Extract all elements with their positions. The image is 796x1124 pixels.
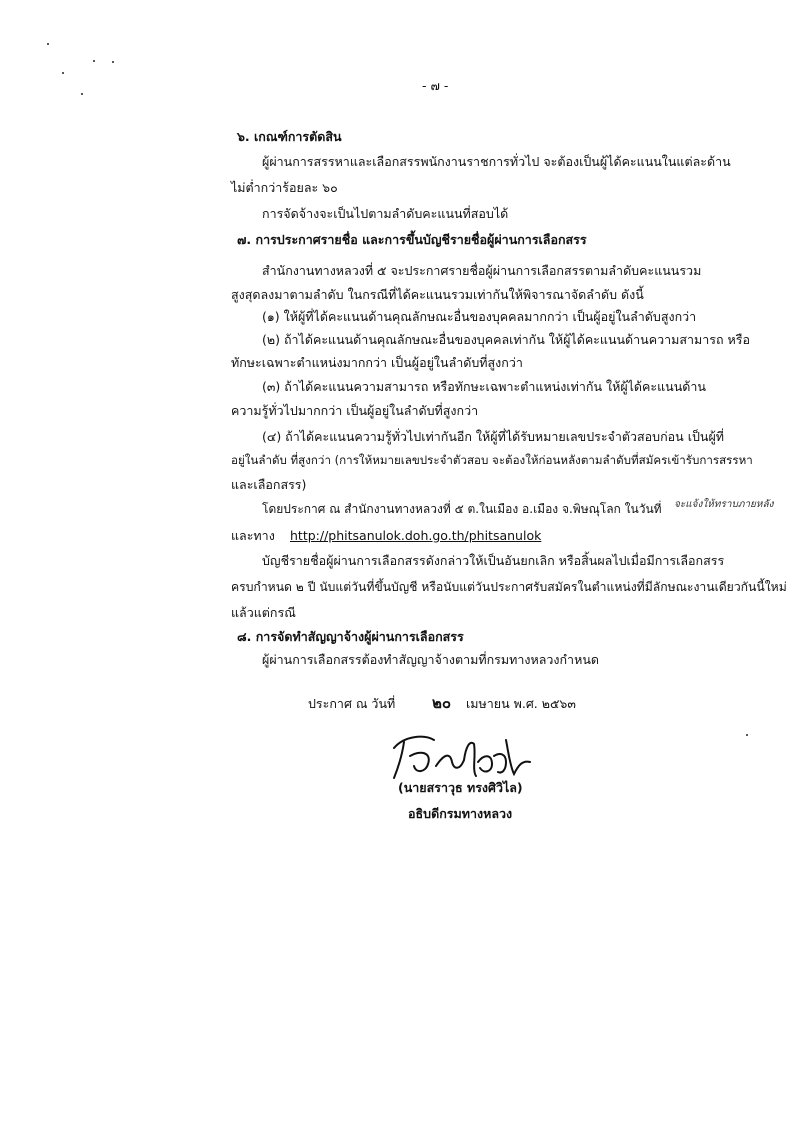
section-7-line: ทักษะเฉพาะตำแหน่งมากกว่า เป็นผู้อยู่ในลำดับที่สูงกว่า xyxy=(231,355,523,370)
announce-prefix: ประกาศ ณ วันที่ xyxy=(308,696,396,711)
announce-day: ๒๐ xyxy=(432,694,452,712)
signature xyxy=(380,726,540,788)
section-7-line: (๔) ถ้าได้คะแนนความรู้ทั่วไปเท่ากันอีก ให้ผู้ที่ได้รับหมายเลขประจำตัวสอบก่อน เป็นผู้ที่ xyxy=(262,429,725,444)
page-number: - ๗ - xyxy=(422,78,449,93)
section-7-line: สำนักงานทางหลวงที่ ๕ จะประกาศรายชื่อผู้ผ่านการเลือกสรรตามลำดับคะแนนรวม xyxy=(262,263,702,278)
website-link[interactable]: http://phitsanulok.doh.go.th/phitsanulok xyxy=(290,528,542,543)
section-7-heading: ๗. การประกาศรายชื่อ และการขึ้นบัญชีรายชื่อผู้ผ่านการเลือกสรร xyxy=(237,232,587,247)
section-7-line: บัญชีรายชื่อผู้ผ่านการเลือกสรรดังกล่าวให้เป็นอันยกเลิก หรือสิ้นผลไปเมื่อมีการเลือกสรร xyxy=(262,553,725,568)
handwritten-insert: จะแจ้งให้ทราบภายหลัง xyxy=(674,499,774,510)
signatory-name: (นายสราวุธ ทรงศิวิไล) xyxy=(398,780,523,795)
section-8-line: ผู้ผ่านการเลือกสรรต้องทำสัญญาจ้างตามที่กรมทางหลวงกำหนด xyxy=(262,652,599,667)
scan-speck xyxy=(62,72,64,74)
section-7-line: โดยประกาศ ณ สำนักงานทางหลวงที่ ๕ ต.ในเมือง อ.เมือง จ.พิษณุโลก ในวันที่ xyxy=(262,502,662,516)
section-7-line: และเลือกสรร) xyxy=(231,477,307,492)
signatory-title: อธิบดีกรมทางหลวง xyxy=(408,806,513,821)
scan-speck xyxy=(47,43,49,45)
section-7-line: สูงสุดลงมาตามลำดับ ในกรณีที่ได้คะแนนรวมเท่ากันให้พิจารณาจัดลำดับ ดังนี้ xyxy=(231,287,644,302)
section-8-heading: ๘. การจัดทำสัญญาจ้างผู้ผ่านการเลือกสรร xyxy=(237,629,464,644)
section-6-line: การจัดจ้างจะเป็นไปตามลำดับคะแนนที่สอบได้ xyxy=(262,206,509,221)
section-6-line: ผู้ผ่านการสรรหาและเลือกสรรพนักงานราชการทั่วไป จะต้องเป็นผู้ได้คะแนนในแต่ละด้าน xyxy=(262,154,731,169)
scan-speck xyxy=(746,734,748,736)
section-7-line: ครบกำหนด ๒ ปี นับแต่วันที่ขึ้นบัญชี หรือนับแต่วันประกาศรับสมัครในตำแหน่งที่มีลักษณะงานเดียวกันนี้ใหม่ xyxy=(231,580,787,594)
section-6-heading: ๖. เกณฑ์การตัดสิน xyxy=(237,129,342,144)
scan-speck xyxy=(112,61,114,63)
section-7-line: (๒) ถ้าได้คะแนนด้านคุณลักษณะอื่นของบุคคลเท่ากัน ให้ผู้ได้คะแนนด้านความสามารถ หรือ xyxy=(262,332,750,347)
section-7-line: (๑) ให้ผู้ที่ได้คะแนนด้านคุณลักษณะอื่นของบุคคลมากกว่า เป็นผู้อยู่ในลำดับสูงกว่า xyxy=(262,309,697,324)
announce-month-year: เมษายน พ.ศ. ๒๕๖๓ xyxy=(466,696,576,711)
scan-speck xyxy=(93,60,95,62)
section-6-line: ไม่ต่ำกว่าร้อยละ ๖๐ xyxy=(231,180,338,195)
section-7-line: และทาง xyxy=(231,528,275,543)
scan-speck xyxy=(81,93,83,95)
section-7-line: ความรู้ทั่วไปมากกว่า เป็นผู้อยู่ในลำดับที่สูงกว่า xyxy=(231,403,479,418)
section-7-line: (๓) ถ้าได้คะแนนความสามารถ หรือทักษะเฉพาะตำแหน่งเท่ากัน ให้ผู้ได้คะแนนด้าน xyxy=(262,379,706,394)
section-7-line: แล้วแต่กรณี xyxy=(231,605,296,620)
section-7-line: อยู่ในลำดับ ที่สูงกว่า (การให้หมายเลขประจำตัวสอบ จะต้องให้ก่อนหลังตามลำดับที่สมัครเข้ารับการสรรหา xyxy=(231,453,753,467)
